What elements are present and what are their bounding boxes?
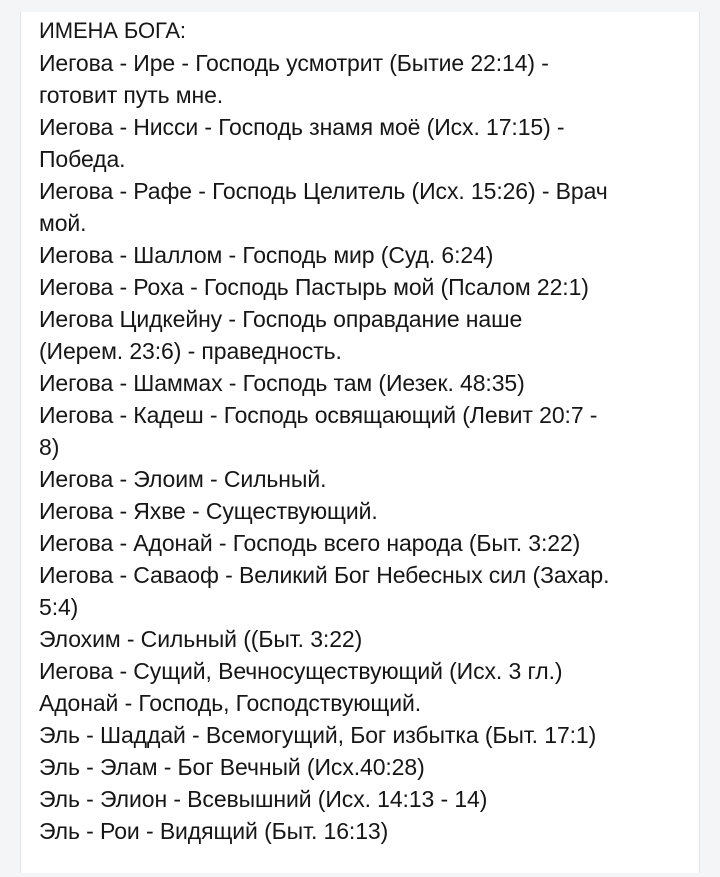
note-line: Иегова - Адонай - Господь всего народа (Быт. 3:22) xyxy=(39,530,581,556)
note-line: Эль - Элион - Всевышний (Исх. 14:13 - 14) xyxy=(39,786,488,812)
note-line: готовит путь мне. xyxy=(39,82,224,108)
note-line: Иегова - Роха - Господь Пастырь мой (Псалом 22:1) xyxy=(39,274,589,300)
note-line: 5:4) xyxy=(39,594,79,620)
note-line: Элохим - Сильный ((Быт. 3:22) xyxy=(39,626,363,652)
note-line: Победа. xyxy=(39,146,126,172)
note-line: Иегова - Рафе - Господь Целитель (Исх. 15:26) - Врач xyxy=(39,178,608,204)
note-line: (Иерем. 23:6) - праведность. xyxy=(39,338,342,364)
note-line: Адонай - Господь, Господствующий. xyxy=(39,690,422,716)
note-line: 8) xyxy=(39,434,60,460)
note-text xyxy=(39,15,689,847)
note-heading: ИМЕНА БОГА: xyxy=(39,18,186,43)
note-line: мой. xyxy=(39,210,87,236)
page-bottom-edge xyxy=(0,873,720,877)
note-line: Эль - Шаддай - Всемогущий, Бог избытка (Быт. 17:1) xyxy=(39,722,597,748)
note-line: Иегова - Сущий, Вечносуществующий (Исх. 3 гл.) xyxy=(39,658,563,684)
note-line: Иегова - Шаммах - Господь там (Иезек. 48:35) xyxy=(39,370,525,396)
note-line: Эль - Рои - Видящий (Быт. 16:13) xyxy=(39,818,389,844)
note-line: Иегова - Элоим - Сильный. xyxy=(39,466,327,492)
note-line: Иегова - Ире - Господь усмотрит (Бытие 22:14) - xyxy=(39,50,549,76)
note-line: Иегова - Нисси - Господь знамя моё (Исх. 17:15) - xyxy=(39,114,565,140)
note-line: Эль - Элам - Бог Вечный (Исх.40:28) xyxy=(39,754,425,780)
note-line: Иегова - Шаллом - Господь мир (Суд. 6:24) xyxy=(39,242,494,268)
note-line: Иегова - Саваоф - Великий Бог Небесных сил (Захар. xyxy=(39,562,610,588)
note-line: Иегова - Кадеш - Господь освящающий (Левит 20:7 - xyxy=(39,402,598,428)
note-card xyxy=(20,12,700,874)
note-line: Иегова Цидкейну - Господь оправдание наше xyxy=(39,306,523,332)
note-line: Иегова - Яхве - Существующий. xyxy=(39,498,378,524)
